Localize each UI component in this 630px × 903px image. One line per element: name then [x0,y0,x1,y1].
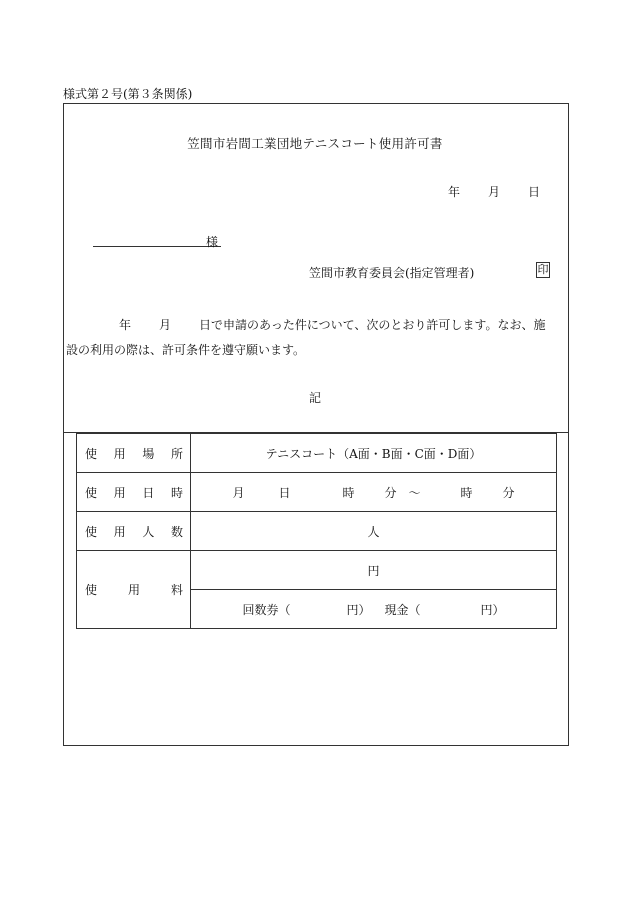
fee-yen-value: 円 [191,551,557,590]
place-value: テニスコート（A面・B面・C面・D面） [191,434,557,473]
coupon-prefix: 回数券（ [242,602,291,617]
label-char: 用 [127,583,140,597]
cash-prefix: 現金（ [384,602,421,617]
body-text-line-1 [119,316,545,333]
details-table [76,433,557,629]
addressee-suffix: 様 [206,235,219,249]
fee-breakdown [191,590,557,629]
date-month: 月 [488,185,501,199]
seal-mark: 印 [537,263,549,276]
fee-label-cell [77,551,191,629]
place-label-cell [77,434,191,473]
body-year: 年 [119,318,132,332]
label-char: 時 [170,485,183,500]
table-row [77,434,557,473]
dt-month: 月 [232,485,245,500]
label-char: 人 [142,524,155,539]
label-char: 料 [170,583,183,597]
table-row [77,512,557,551]
date-year: 年 [448,185,461,199]
form-number-label: 様式第２号(第３条関係) [63,87,193,101]
dt-minute: 分 [384,485,397,500]
table-row [77,473,557,512]
table-row [77,551,557,590]
datetime-value [191,473,557,512]
label-char: 日 [142,485,155,500]
date-day: 日 [528,185,541,199]
dt-minute2: 分 [502,485,515,500]
label-char: 用 [113,524,126,539]
coupon-yen: 円） [346,602,371,617]
label-char: 使 [85,524,98,539]
people-value: 人 [191,512,557,551]
label-char: 用 [113,446,126,461]
addressee-blank-line [93,246,221,247]
dt-tilde: ～ [408,485,421,500]
label-char: 使 [85,583,98,597]
notation-mark: 記 [308,391,321,405]
label-char: 場 [142,446,155,461]
body-text-line-2: 設の利用の際は、許可条件を遵守願います。 [66,343,306,357]
people-label-cell [77,512,191,551]
label-char: 用 [113,485,126,500]
label-char: 使 [85,446,98,461]
document-title: 笠間市岩間工業団地テニスコート使用許可書 [187,136,443,151]
dt-hour: 時 [342,485,355,500]
dt-day: 日 [278,485,291,500]
label-char: 数 [170,524,183,539]
issuer-name: 笠間市教育委員会(指定管理者) [309,266,475,280]
dt-hour2: 時 [460,485,473,500]
body-rest: 日で申請のあった件について、次のとおり許可します。なお、施 [199,318,546,332]
issue-date [448,183,540,200]
label-char: 使 [85,485,98,500]
label-char: 所 [170,446,183,461]
body-month: 月 [159,318,172,332]
cash-yen: 円） [480,602,505,617]
datetime-label-cell [77,473,191,512]
